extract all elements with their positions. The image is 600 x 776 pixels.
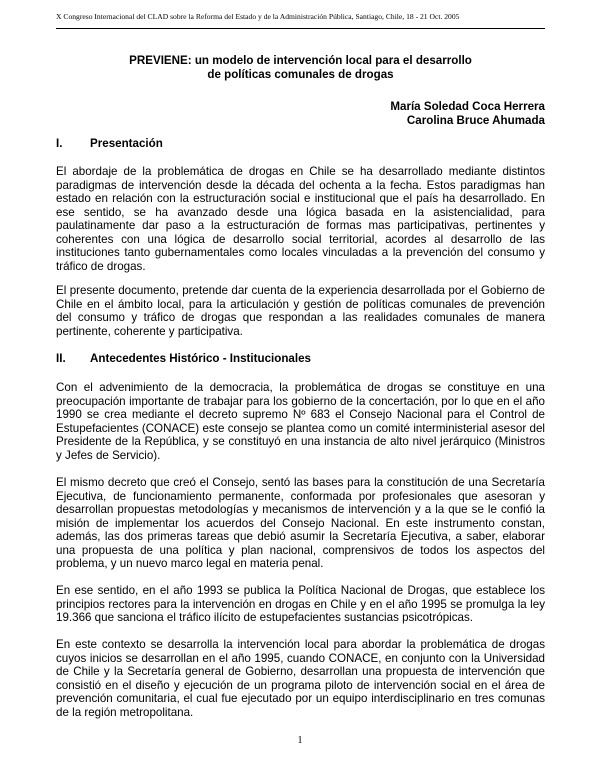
paragraph: Con el advenimiento de la democracia, la problemática de drogas se constituye en una preocupación importante de trabajar para los gobierno de la concertación, por lo que en el año 1990 se crea mediante el decreto supremo Nº 683 el Consejo Nacional para el Control de Estupefacientes (CONACE) este consejo se plantea como un comité interministerial asesor del Presidente de la República, y se constituyó en una instancia de alto nivel jerárquico (Ministros y Jefes de Servicio). — [56, 381, 545, 462]
paragraph: El mismo decreto que creó el Consejo, sentó las bases para la constitución de una Secretaría Ejecutiva, de funcionamiento permanente, conformada por profesionales que asesoran y desarrollan propuestas metodologías y mecanismos de intervención y a la que se le confió la misión de implementar los acuerdos del Consejo Nacional. En este instrumento constan, además, las dos primeras tareas que debió asumir la Secretaría Ejecutiva, a saber, elaborar una propuesta de una política y plan nacional, comprensivos de todos los aspectos del problema, y un nuevo marco legal en materia penal. — [56, 476, 545, 570]
paragraph: En este contexto se desarrolla la intervención local para abordar la problemática de drogas cuyos inicios se desarrollan en el año 1995, cuando CONACE, en conjunto con la Universidad de Chile y la Secretaría general de Gobierno, desarrollan una propuesta de intervención que consistió en el diseño y ejecución de un programa piloto de intervención social en el área de prevención comunitaria, el cual fue ejecutado por un equipo interdisciplinario en tres comunas de la región metropolitana. — [56, 638, 545, 719]
paper-title — [56, 54, 545, 81]
section-number: II. — [56, 352, 66, 365]
section-heading-antecedentes — [56, 352, 311, 366]
author-name: Carolina Bruce Ahumada — [406, 113, 545, 127]
author-list — [390, 100, 545, 127]
page-number: 1 — [297, 735, 303, 746]
running-header: X Congreso Internacional del CLAD sobre la Reforma del Estado y de la Administración Pública, Santiago, Chile, 18 - 21 Oct. 2005 — [56, 12, 460, 21]
paragraph: En ese sentido, en el año 1993 se publica la Política Nacional de Drogas, que establece los principios rectores para la intervención en drogas en Chile y en el año 1995 se promulga la ley 19.366 que sanciona el tráfico ilícito de estupefacientes sustancias psicotrópicas. — [56, 584, 545, 624]
section-title: Antecedentes Histórico - Institucionales — [90, 352, 311, 365]
paragraph: El presente documento, pretende dar cuenta de la experiencia desarrollada por el Gobierno de Chile en el ámbito local, para la articulación y gestión de políticas comunales de prevención del consumo y tráfico de drogas que respondan a las realidades comunales de manera pertinente, coherente y participativa. — [56, 284, 545, 338]
header-rule — [56, 28, 545, 29]
section-title: Presentación — [90, 137, 163, 150]
section-number: I. — [56, 137, 63, 150]
author-name: María Soledad Coca Herrera — [390, 100, 545, 113]
section-heading-presentacion — [56, 137, 163, 151]
paragraph: El abordaje de la problemática de drogas en Chile se ha desarrollado mediante distintos paradigmas de intervención desde la década del ochenta a la fecha. Estos paradigmas han estado en relación con la estructuración social e institucional que el país ha desarrollado. En ese sentido, se ha avanzado desde una lógica basada en la asistencialidad, para paulatinamente dar paso a la estructuración de formas mas participativas, pertinentes y coherentes con una lógica de desarrollo social territorial, acordes al desarrollo de las instituciones tanto gubernamentales como locales vinculadas a la prevención del consumo y tráfico de drogas. — [56, 165, 545, 273]
title-line-1: PREVIENE: un modelo de intervención local para el desarrollo — [129, 54, 472, 67]
title-line-2: de políticas comunales de drogas — [207, 67, 394, 81]
